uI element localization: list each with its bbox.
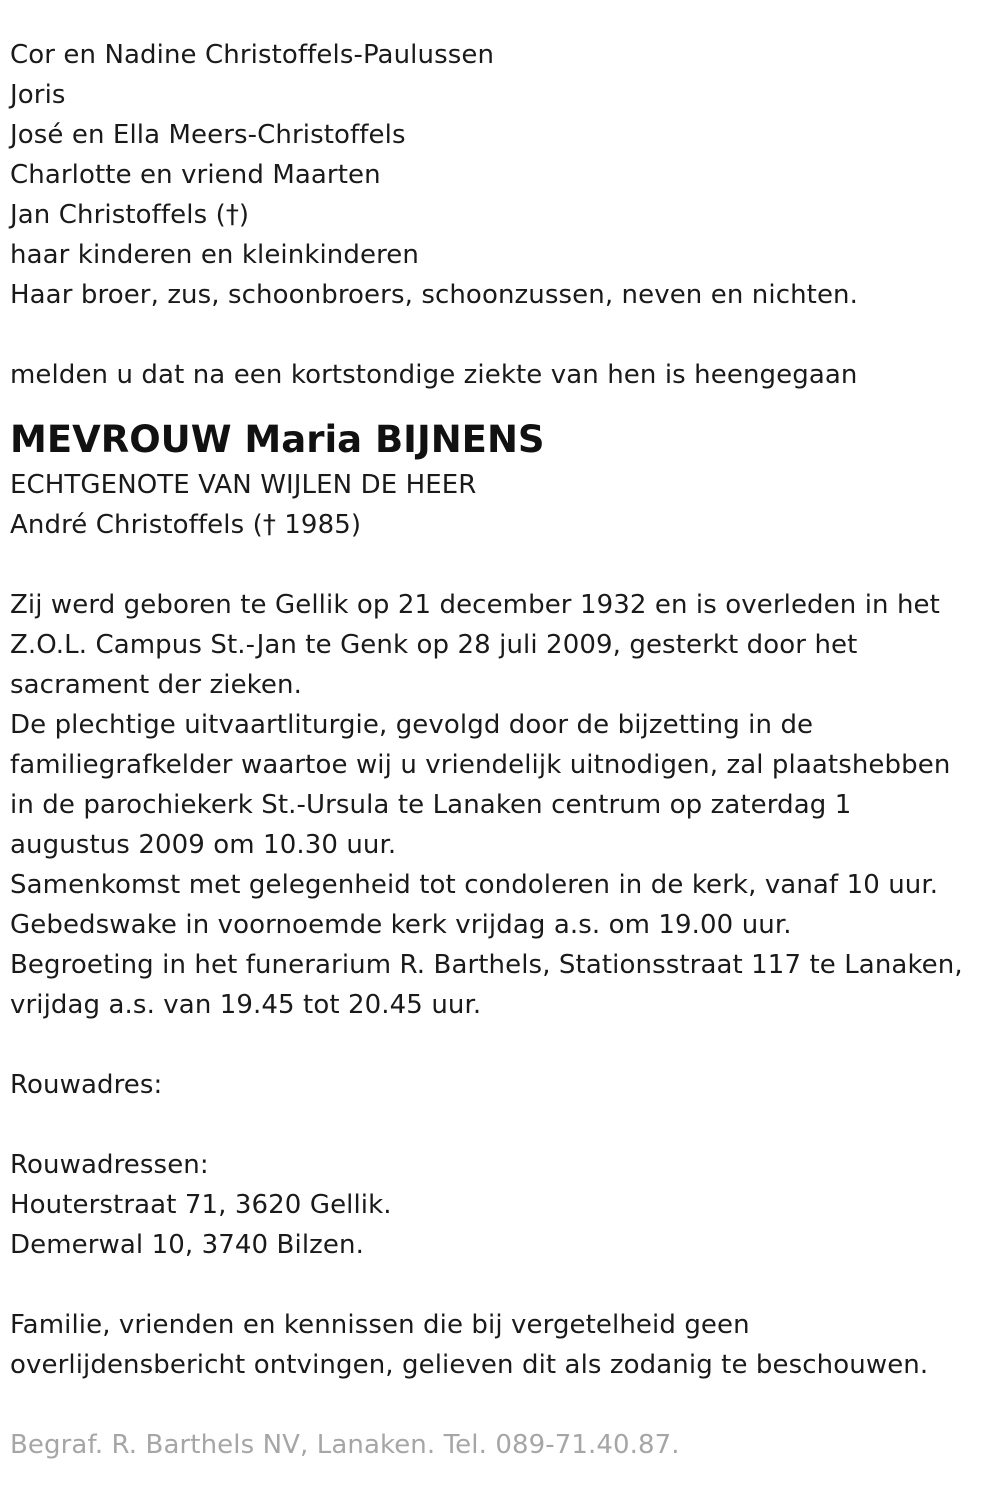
details-line: vrijdag a.s. van 19.45 tot 20.45 uur. [10,990,482,1020]
deceased-spouse: André Christoffels († 1985) [10,510,362,540]
address-line: Demerwal 10, 3740 Bilzen. [10,1230,364,1260]
details-line: De plechtige uitvaartliturgie, gevolgd door de bijzetting in de [10,710,814,740]
announcement-text: melden u dat na een kortstondige ziekte van hen is heengegaan [10,360,858,390]
rouwadres-label: Rouwadres: [10,1070,163,1100]
spacer [10,1265,990,1305]
details-line: Gebedswake in voornoemde kerk vrijdag a.s. om 19.00 uur. [10,910,792,940]
family-line: haar kinderen en kleinkinderen [10,240,419,270]
address-line: Houterstraat 71, 3620 Gellik. [10,1190,392,1220]
closing-line: Familie, vrienden en kennissen die bij vergetelheid geen [10,1310,750,1340]
family-line: Charlotte en vriend Maarten [10,160,381,190]
family-list [10,35,990,315]
rouwadressen-label: Rouwadressen: [10,1150,209,1180]
details-line: Zij werd geboren te Gellik op 21 december 1932 en is overleden in het [10,590,940,620]
details-line: Samenkomst met gelegenheid tot condoleren in de kerk, vanaf 10 uur. [10,870,939,900]
details-line: Begroeting in het funerarium R. Barthels, Stationsstraat 117 te Lanaken, [10,950,963,980]
family-line: Jan Christoffels (†) [10,200,250,230]
details-line: familiegrafkelder waartoe wij u vriendelijk uitnodigen, zal plaatshebben [10,750,951,780]
spacer [10,545,990,585]
family-line: Haar broer, zus, schoonbroers, schoonzussen, neven en nichten. [10,280,859,310]
details-line: augustus 2009 om 10.30 uur. [10,830,397,860]
funeral-home-footer: Begraf. R. Barthels NV, Lanaken. Tel. 089-71.40.87. [10,1430,680,1460]
spacer [10,1025,990,1065]
deceased-relation: ECHTGENOTE VAN WIJLEN DE HEER [10,470,477,500]
rouwadressen-section [10,1145,990,1265]
deceased-name: MEVROUW Maria BIJNENS [10,418,545,461]
spacer [10,1385,990,1425]
spacer [10,315,990,355]
closing-section [10,1305,990,1385]
details-line: Z.O.L. Campus St.-Jan te Genk op 28 juli 2009, gesterkt door het [10,630,858,660]
family-line: José en Ella Meers-Christoffels [10,120,406,150]
details-line: in de parochiekerk St.-Ursula te Lanaken centrum op zaterdag 1 [10,790,852,820]
details-line: sacrament der zieken. [10,670,302,700]
family-line: Cor en Nadine Christoffels-Paulussen [10,40,495,70]
spacer [10,1105,990,1145]
family-line: Joris [10,80,66,110]
closing-line: overlijdensbericht ontvingen, gelieven dit als zodanig te beschouwen. [10,1350,929,1380]
details-section [10,585,990,1025]
